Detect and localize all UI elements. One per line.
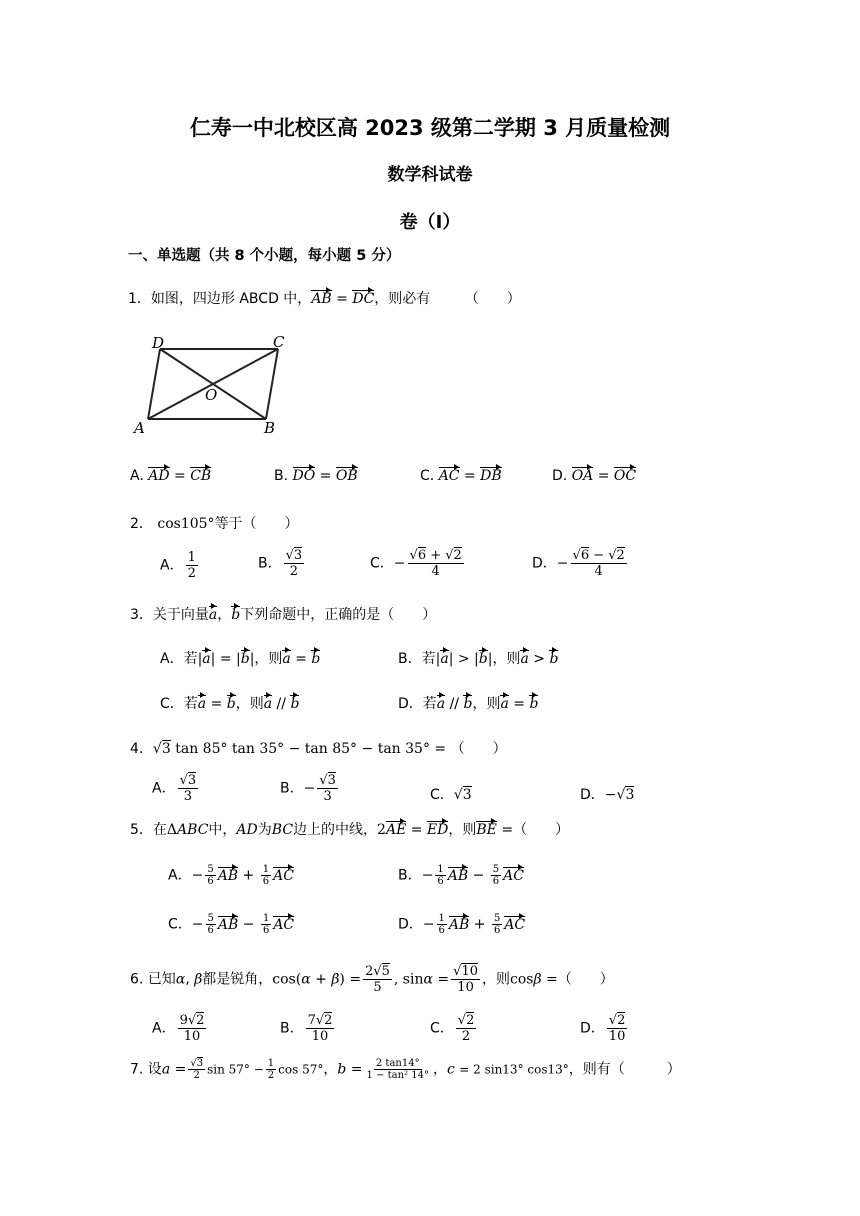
q5-option-a: A．− $\frac{5}{6}$ AB + $\frac{1}{6}$ AC (168, 864, 294, 887)
question-3-stem: 3．关于向量a，b下列命题中，正确的是（ ） (130, 607, 437, 623)
q1-option-c: C. AC = DB (420, 468, 502, 484)
q4-option-a: A． $\frac{√3}{3}$ (152, 773, 197, 804)
q2-option-a: A． $\frac{1}{2}$ (160, 550, 196, 581)
q6-option-d: D． $\frac{√2}{10}$ (580, 1013, 626, 1044)
parallelogram-figure (130, 330, 290, 438)
q2-option-b: B． $\frac{√3}{2}$ (258, 548, 303, 579)
q6-option-c: C． $\frac{√2}{2}$ (430, 1013, 475, 1044)
q3-option-c: C．若a = b，则a // b (160, 696, 300, 712)
q4-option-b: B．− $\frac{√3}{3}$ (280, 773, 336, 804)
exam-title: 仁寿一中北校区高 2023 级第二学期 3 月质量检测 (189, 116, 671, 140)
label-a: A (134, 419, 145, 437)
q3-option-a: A．若|a| = |b|，则a = b (160, 651, 321, 667)
exam-volume: 卷（Ⅰ） (399, 212, 461, 233)
q2-expr: cos105° (157, 516, 215, 532)
label-d: D (152, 334, 165, 352)
q3-option-b: B．若|a| > |b|，则a > b (398, 651, 559, 667)
question-1-stem: 1．如图，四边形 ABCD 中，AB = DC，则必有 （ ） (128, 291, 521, 307)
q5-option-c: C．− $\frac{5}{6}$ AB − $\frac{1}{6}$ AC (168, 913, 295, 936)
q1-stem-tail: ，则必有 (374, 291, 431, 307)
q4-option-c: C．√3 (430, 787, 472, 803)
q1-blank: （ ） (464, 291, 521, 307)
question-4-stem: 4．√3 tan 85° tan 35° − tan 85° − tan 35° = （ ） (130, 741, 507, 757)
label-c: C (273, 333, 285, 351)
exam-subject: 数学科试卷 (387, 165, 473, 185)
vector-ab: AB (311, 291, 332, 307)
q1-option-a: A. AD = CB (130, 468, 212, 484)
q6-option-b: B． $\frac{7√2}{10}$ (280, 1013, 333, 1044)
q1-option-d: D. OA = OC (552, 468, 637, 484)
question-7-stem: 7. 设a = $\frac{√3}{2}$ sin 57° − $\frac{1}{2}$ cos 57°，b = $\frac{2 \tan 14^\circ}{\text{1 − tan² 14°}}$ ，c = 2 sin13° cos13°，则有（ ） (130, 1058, 681, 1081)
q6-option-a: A． $\frac{9√2}{10}$ (152, 1013, 205, 1044)
label-o: O (205, 386, 218, 404)
q5-option-d: D．− $\frac{1}{6}$ AB + $\frac{5}{6}$ AC (398, 913, 526, 936)
label-b: B (264, 419, 276, 437)
q1-stem-text: 1．如图，四边形 ABCD 中， (128, 291, 312, 307)
q4-option-d: D．−√3 (580, 787, 635, 803)
q2-option-c: C．− $\frac{√6 + √2}{4}$ (370, 548, 462, 579)
question-6-stem: 6. 已知α, β都是锐角，cos(α + β) = $\frac{2√5}{5}$ , sinα = $\frac{√10}{10}$ ，则cosβ =（ ） (130, 964, 614, 995)
section-heading: 一、单选题（共 8 个小题，每小题 5 分） (128, 248, 401, 264)
q5-option-b: B．− $\frac{1}{6}$ AB − $\frac{5}{6}$ AC (398, 864, 524, 887)
q2-option-d: D．− $\frac{√6 - √2}{4}$ (532, 548, 625, 579)
question-5-stem: 5．在ΔABC中，AD为BC边上的中线，2AE = ED，则BE =（ ） (130, 822, 570, 838)
vector-dc: DC (352, 291, 375, 307)
q1-option-b: B. DO = OB (274, 468, 358, 484)
question-2-stem: 2． cos105°等于（ ） (130, 516, 299, 532)
q3-option-d: D．若a // b，则a = b (398, 696, 539, 712)
